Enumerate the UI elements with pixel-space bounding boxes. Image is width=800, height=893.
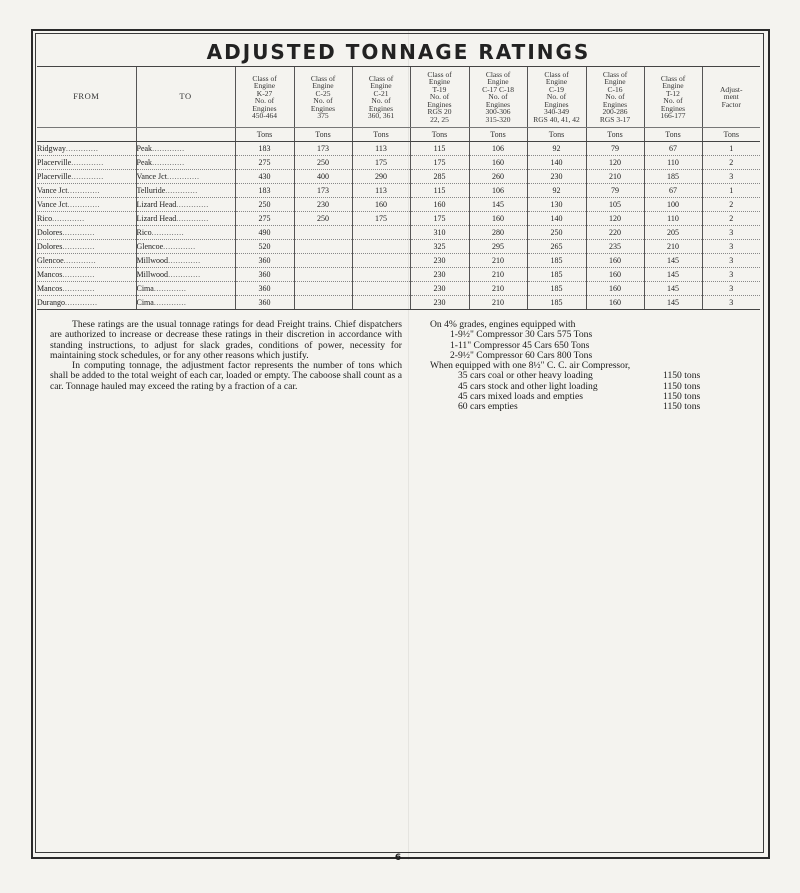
tonnage-cell: 325	[410, 240, 469, 254]
tonnage-cell: 140	[527, 212, 586, 226]
tons-label: Tons	[644, 128, 702, 142]
tonnage-cell: 110	[644, 212, 702, 226]
notes-right-column	[430, 320, 750, 413]
from-station: Durango.............	[37, 296, 136, 310]
tonnage-cell: 160	[469, 212, 527, 226]
tonnage-cell: 160	[410, 198, 469, 212]
tonnage-cell: 230	[410, 282, 469, 296]
tonnage-cell: 230	[410, 254, 469, 268]
table-row	[37, 240, 760, 254]
from-station: Placerville.............	[37, 170, 136, 184]
tonnage-cell: 145	[469, 198, 527, 212]
tonnage-cell: 290	[352, 170, 410, 184]
tonnage-cell: 160	[586, 268, 644, 282]
page-number: 6	[394, 853, 402, 863]
tonnage-cell: 67	[644, 142, 702, 156]
note-paragraph: In computing tonnage, the adjustment factor represents the number of tons which shall be added to the total weight of each car, loaded or empty. The caboose shall count as a car. Tonnage hauled may exceed the rating by a fraction of a car.	[50, 360, 402, 392]
to-station: Telluride.............	[136, 184, 235, 198]
tons-label: Tons	[469, 128, 527, 142]
engine-class-header: Class of Engine C-21 No. of Engines 360, 361	[352, 67, 410, 128]
tonnage-cell: 235	[586, 240, 644, 254]
compressor-line: 1-9½" Compressor 30 Cars 575 Tons	[450, 329, 593, 341]
tonnage-cell: 160	[469, 156, 527, 170]
tonnage-cell: 260	[469, 170, 527, 184]
adjustment-factor-cell: 2	[702, 198, 760, 212]
from-station: Dolores.............	[37, 240, 136, 254]
tonnage-cell	[352, 226, 410, 240]
tonnage-cell: 430	[235, 170, 294, 184]
from-station: Ridgway.............	[37, 142, 136, 156]
tonnage-cell: 113	[352, 142, 410, 156]
to-header: TO	[136, 67, 235, 128]
tonnage-cell: 120	[586, 212, 644, 226]
tonnage-cell: 265	[527, 240, 586, 254]
tonnage-cell	[294, 240, 352, 254]
tonnage-cell: 120	[586, 156, 644, 170]
tonnage-cell: 79	[586, 142, 644, 156]
tonnage-cell	[294, 226, 352, 240]
tonnage-cell: 183	[235, 142, 294, 156]
tonnage-cell: 106	[469, 142, 527, 156]
tonnage-cell: 140	[527, 156, 586, 170]
from-station: Dolores.............	[37, 226, 136, 240]
tonnage-cell: 210	[586, 170, 644, 184]
tonnage-cell: 230	[527, 170, 586, 184]
load-line: 45 cars stock and other light loading 1150 tons	[458, 380, 701, 392]
tonnage-cell: 490	[235, 226, 294, 240]
tonnage-cell: 185	[527, 268, 586, 282]
engine-class-header: Class of Engine C-17 C-18 No. of Engines 300-306 315-320	[469, 67, 527, 128]
tonnage-cell: 360	[235, 268, 294, 282]
tonnage-cell: 210	[469, 254, 527, 268]
tonnage-cell: 113	[352, 184, 410, 198]
tonnage-cell: 160	[586, 296, 644, 310]
tonnage-cell: 400	[294, 170, 352, 184]
tonnage-cell: 183	[235, 184, 294, 198]
tonnage-cell: 110	[644, 156, 702, 170]
to-station: Rico.............	[136, 226, 235, 240]
tonnage-cell	[352, 296, 410, 310]
from-station: Vance Jct.............	[37, 184, 136, 198]
tonnage-cell: 250	[527, 226, 586, 240]
tonnage-cell: 360	[235, 254, 294, 268]
load-line: 45 cars mixed loads and empties 1150 tons	[458, 391, 701, 403]
to-station: Peak.............	[136, 142, 235, 156]
to-station: Peak.............	[136, 156, 235, 170]
from-station: Mancos.............	[37, 282, 136, 296]
to-station: Glencoe.............	[136, 240, 235, 254]
adjustment-factor-cell: 3	[702, 226, 760, 240]
table-row	[37, 156, 760, 170]
tonnage-cell: 295	[469, 240, 527, 254]
tonnage-cell: 175	[352, 212, 410, 226]
from-station: Rico.............	[37, 212, 136, 226]
tonnage-cell: 106	[469, 184, 527, 198]
to-station: Millwood.............	[136, 268, 235, 282]
compressor-line: 1-11" Compressor 45 Cars 650 Tons	[450, 339, 590, 351]
tonnage-cell: 280	[469, 226, 527, 240]
tonnage-cell: 185	[527, 296, 586, 310]
tonnage-cell: 520	[235, 240, 294, 254]
tonnage-cell: 173	[294, 184, 352, 198]
engine-class-header: Class of Engine T-19 No. of Engines RGS 20 22, 25	[410, 67, 469, 128]
load-line: 60 cars empties 1150 tons	[458, 401, 701, 413]
table-row	[37, 268, 760, 282]
tonnage-cell: 210	[469, 296, 527, 310]
to-station: Vance Jct.............	[136, 170, 235, 184]
tons-label: Tons	[586, 128, 644, 142]
tonnage-ratings-table	[37, 66, 760, 310]
tonnage-cell: 145	[644, 282, 702, 296]
tonnage-cell: 285	[410, 170, 469, 184]
adjustment-factor-cell: 3	[702, 254, 760, 268]
tonnage-cell: 230	[410, 296, 469, 310]
tonnage-cell: 210	[644, 240, 702, 254]
tonnage-cell: 160	[586, 282, 644, 296]
engine-class-header: Class of Engine C-19 No. of Engines 340-349 RGS 40, 41, 42	[527, 67, 586, 128]
tonnage-cell: 175	[410, 156, 469, 170]
adjustment-factor-cell: 2	[702, 156, 760, 170]
tons-label: Tons	[410, 128, 469, 142]
tons-label: Tons	[235, 128, 294, 142]
tonnage-cell	[294, 282, 352, 296]
tons-units-row	[37, 128, 760, 142]
tonnage-cell: 185	[527, 282, 586, 296]
tonnage-cell: 250	[235, 198, 294, 212]
tonnage-cell: 310	[410, 226, 469, 240]
tons-label: Tons	[352, 128, 410, 142]
table-row	[37, 184, 760, 198]
load-line: 35 cars coal or other heavy loading 1150 tons	[458, 370, 701, 382]
tonnage-cell: 210	[469, 282, 527, 296]
table-row	[37, 198, 760, 212]
table-row	[37, 296, 760, 310]
tonnage-cell: 175	[410, 212, 469, 226]
adjustment-factor-cell: 3	[702, 240, 760, 254]
adjustment-factor-cell: 3	[702, 268, 760, 282]
tonnage-cell: 130	[527, 198, 586, 212]
table-row	[37, 212, 760, 226]
to-station: Cima.............	[136, 296, 235, 310]
tonnage-cell: 360	[235, 282, 294, 296]
tonnage-cell: 185	[527, 254, 586, 268]
compressor-line: 2-9½" Compressor 60 Cars 800 Tons	[450, 349, 593, 361]
grade-note: On 4% grades, engines equipped with	[430, 319, 576, 330]
tonnage-cell	[352, 282, 410, 296]
to-station: Lizard Head.............	[136, 212, 235, 226]
from-station: Vance Jct.............	[37, 198, 136, 212]
table-row	[37, 282, 760, 296]
tonnage-cell: 67	[644, 184, 702, 198]
tonnage-cell: 250	[294, 212, 352, 226]
tonnage-cell: 100	[644, 198, 702, 212]
engine-class-header: Class of Engine T-12 No. of Engines 166-177	[644, 67, 702, 128]
tonnage-cell: 115	[410, 142, 469, 156]
table-row	[37, 254, 760, 268]
adjustment-factor-cell: 3	[702, 296, 760, 310]
tonnage-cell: 145	[644, 268, 702, 282]
from-header: FROM	[37, 67, 136, 128]
table-header-row	[37, 67, 760, 128]
to-station: Millwood.............	[136, 254, 235, 268]
tonnage-cell	[294, 296, 352, 310]
table-row	[37, 142, 760, 156]
tonnage-cell	[352, 268, 410, 282]
tonnage-cell: 92	[527, 184, 586, 198]
tonnage-cell: 92	[527, 142, 586, 156]
engine-class-header: Class of Engine C-25 No. of Engines 375	[294, 67, 352, 128]
tonnage-cell: 160	[586, 254, 644, 268]
tonnage-cell: 105	[586, 198, 644, 212]
adjustment-factor-cell: 3	[702, 282, 760, 296]
to-station: Lizard Head.............	[136, 198, 235, 212]
adjustment-factor-cell: 3	[702, 170, 760, 184]
tonnage-cell: 145	[644, 254, 702, 268]
table-row	[37, 170, 760, 184]
adjustment-factor-cell: 2	[702, 212, 760, 226]
adjustment-factor-cell: 1	[702, 184, 760, 198]
table-row	[37, 226, 760, 240]
notes-left-column	[50, 320, 402, 392]
tonnage-cell: 175	[352, 156, 410, 170]
adjustment-factor-cell: 1	[702, 142, 760, 156]
tons-label: Tons	[702, 128, 760, 142]
note-paragraph: These ratings are the usual tonnage ratings for dead Freight trains. Chief dispatchers are authorized to increase or decrease these ratings in their discretion in accordance with standing instructions, to adjust for slack grades, conditions of power, necessity for maintaining stock schedules, or for any other reasons which justify.	[50, 319, 402, 361]
air-compressor-note: When equipped with one 8½" C. C. air Compressor,	[430, 360, 631, 372]
tonnage-cell: 145	[644, 296, 702, 310]
table-body	[37, 142, 760, 310]
tonnage-cell: 250	[294, 156, 352, 170]
tonnage-cell: 360	[235, 296, 294, 310]
tons-label: Tons	[294, 128, 352, 142]
tonnage-cell: 115	[410, 184, 469, 198]
engine-class-header: Class of Engine C-16 No. of Engines 200-286 RGS 3-17	[586, 67, 644, 128]
tonnage-cell	[352, 254, 410, 268]
tonnage-cell: 205	[644, 226, 702, 240]
from-station: Glencoe.............	[37, 254, 136, 268]
tonnage-cell: 173	[294, 142, 352, 156]
page-title: ADJUSTED TONNAGE RATINGS	[206, 40, 591, 64]
to-station: Cima.............	[136, 282, 235, 296]
tonnage-cell: 275	[235, 212, 294, 226]
tonnage-cell: 210	[469, 268, 527, 282]
engine-class-header: Class of Engine K-27 No. of Engines 450-464	[235, 67, 294, 128]
tonnage-cell: 185	[644, 170, 702, 184]
tonnage-cell: 230	[294, 198, 352, 212]
from-station: Placerville.............	[37, 156, 136, 170]
tonnage-cell	[294, 254, 352, 268]
tonnage-cell: 160	[352, 198, 410, 212]
tonnage-cell: 275	[235, 156, 294, 170]
tonnage-cell: 220	[586, 226, 644, 240]
from-station: Mancos.............	[37, 268, 136, 282]
tonnage-cell	[352, 240, 410, 254]
tonnage-cell	[294, 268, 352, 282]
tons-label: Tons	[527, 128, 586, 142]
adjustment-factor-header: Adjust- ment Factor	[702, 67, 760, 128]
tonnage-cell: 230	[410, 268, 469, 282]
tonnage-cell: 79	[586, 184, 644, 198]
